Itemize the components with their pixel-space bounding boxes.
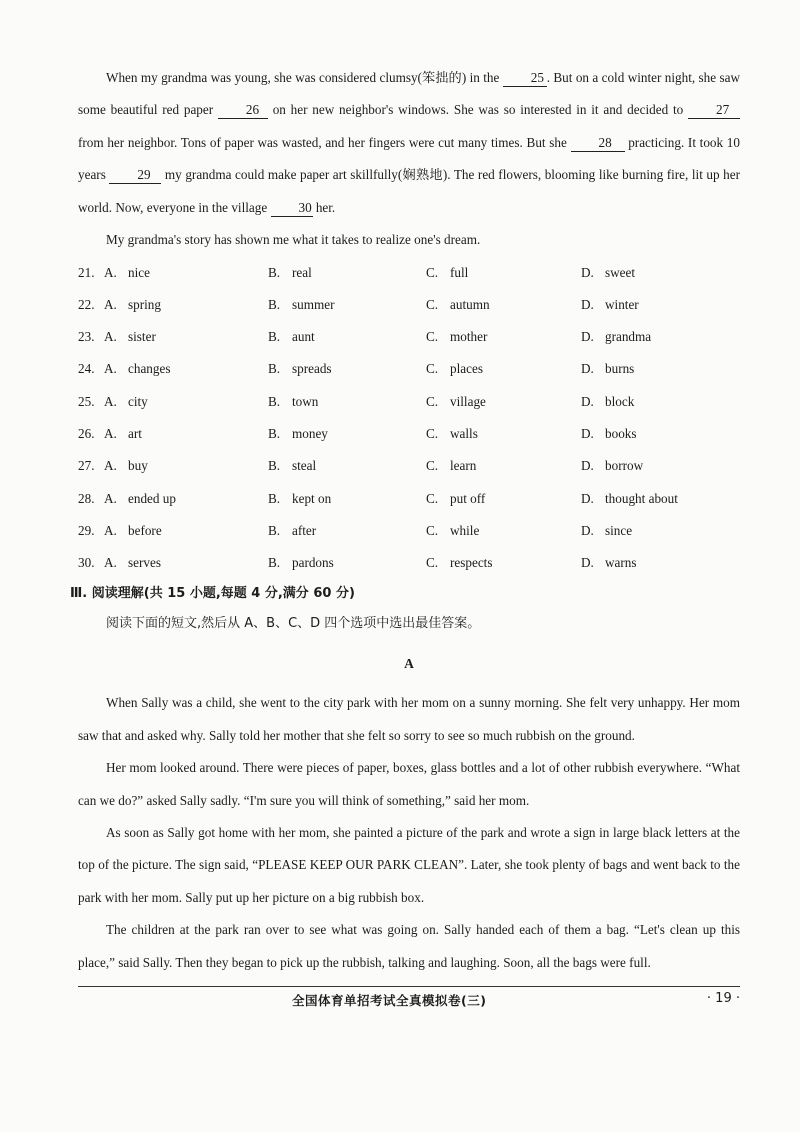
- option-text: grandma: [605, 329, 652, 345]
- option-b: [268, 523, 426, 539]
- option-text: town: [292, 393, 319, 409]
- cloze-text: from her neighbor. Tons of paper was wasted, and her fingers were cut many times. But she: [78, 134, 571, 150]
- option-text: summer: [292, 296, 335, 312]
- option-d: [581, 426, 731, 442]
- option-letter: C.: [426, 329, 439, 345]
- option-letter: C.: [426, 296, 439, 312]
- options-list: [78, 256, 740, 579]
- question-number: 23.: [78, 329, 95, 345]
- option-b: [268, 297, 426, 313]
- option-c: [426, 523, 581, 539]
- question-number: 21.: [78, 264, 95, 280]
- option-letter: B.: [268, 361, 281, 377]
- option-row: [78, 418, 740, 450]
- option-letter: D.: [581, 264, 594, 280]
- passage-paragraph: Her mom looked around. There were pieces of paper, boxes, glass bottles and a lot of other rubbish everywhere. “What can we do?” asked Sally sadly. “I'm sure you will think of something,” said her mom.: [78, 760, 740, 808]
- option-c: [426, 491, 581, 507]
- option-letter: D.: [581, 393, 594, 409]
- option-letter: A.: [104, 426, 117, 442]
- option-a: [104, 329, 268, 345]
- option-d: [581, 297, 731, 313]
- cloze-blank-28: 28: [571, 135, 625, 152]
- cloze-blank-30: 30: [271, 200, 313, 217]
- option-text: sweet: [605, 264, 636, 280]
- option-c: [426, 265, 581, 281]
- option-letter: C.: [426, 264, 439, 280]
- option-a: [104, 361, 268, 377]
- option-letter: C.: [426, 490, 439, 506]
- option-text: while: [450, 522, 480, 538]
- option-text: before: [128, 522, 162, 538]
- option-row: [78, 386, 740, 418]
- option-letter: B.: [268, 490, 281, 506]
- option-d: [581, 523, 731, 539]
- option-text: ended up: [128, 490, 176, 506]
- option-row: [78, 353, 740, 385]
- option-text: buy: [128, 458, 148, 474]
- option-letter: D.: [581, 522, 594, 538]
- option-text: block: [605, 393, 635, 409]
- cloze-closing-paragraph: My grandma's story has shown me what it takes to realize one's dream.: [106, 232, 481, 248]
- question-number: 24.: [78, 361, 95, 377]
- option-letter: D.: [581, 426, 594, 442]
- option-letter: A.: [104, 555, 117, 571]
- option-letter: D.: [581, 361, 594, 377]
- option-text: serves: [128, 555, 161, 571]
- cloze-blank-27: 27: [688, 102, 740, 119]
- option-b: [268, 555, 426, 571]
- option-text: after: [292, 522, 317, 538]
- option-letter: C.: [426, 522, 439, 538]
- option-c: [426, 394, 581, 410]
- option-b: [268, 361, 426, 377]
- option-text: sister: [128, 329, 156, 345]
- option-text: warns: [605, 555, 637, 571]
- option-text: spring: [128, 296, 161, 312]
- option-c: [426, 426, 581, 442]
- option-c: [426, 555, 581, 571]
- option-d: [581, 555, 731, 571]
- option-a: [104, 458, 268, 474]
- page-footer: [78, 986, 740, 1009]
- option-letter: D.: [581, 490, 594, 506]
- passage-title: A: [404, 656, 414, 672]
- option-letter: B.: [268, 264, 281, 280]
- option-text: money: [292, 426, 328, 442]
- passage-paragraph: The children at the park ran over to see what was going on. Sally handed each of them a bag. “Let's clean up this place,” said Sally. Then they began to pick up the rubbish, talking and laughing. Soon, all the bags were full.: [78, 922, 740, 970]
- option-letter: D.: [581, 329, 594, 345]
- option-letter: A.: [104, 393, 117, 409]
- option-letter: D.: [581, 555, 594, 571]
- option-letter: C.: [426, 393, 439, 409]
- option-text: pardons: [292, 555, 334, 571]
- option-text: full: [450, 264, 469, 280]
- option-b: [268, 329, 426, 345]
- option-text: nice: [128, 264, 150, 280]
- option-text: real: [292, 264, 312, 280]
- option-letter: A.: [104, 329, 117, 345]
- cloze-paragraph: [78, 62, 740, 224]
- option-letter: A.: [104, 458, 117, 474]
- option-letter: A.: [104, 522, 117, 538]
- passage-paragraph: When Sally was a child, she went to the city park with her mom on a sunny morning. She felt very unhappy. Her mom saw that and asked why. Sally told her mother that she felt so sorry to see so much rubbish on the ground.: [78, 695, 740, 743]
- option-a: [104, 523, 268, 539]
- option-d: [581, 458, 731, 474]
- question-number: 28.: [78, 490, 95, 506]
- option-letter: B.: [268, 393, 281, 409]
- section-heading: Ⅲ. 阅读理解(共 15 小题,每题 4 分,满分 60 分): [70, 586, 355, 602]
- option-b: [268, 265, 426, 281]
- option-letter: C.: [426, 361, 439, 377]
- option-letter: B.: [268, 329, 281, 345]
- cloze-text: my grandma could make paper art skillfully(娴熟地). The red flowers, blooming like burning fire, lit up her world. Now, everyone in the village: [78, 167, 740, 215]
- option-text: walls: [450, 426, 478, 442]
- option-letter: D.: [581, 458, 594, 474]
- option-letter: C.: [426, 458, 439, 474]
- option-text: learn: [450, 458, 477, 474]
- option-text: aunt: [292, 329, 315, 345]
- option-letter: B.: [268, 555, 281, 571]
- option-text: books: [605, 426, 637, 442]
- section-instruction: 阅读下面的短文,然后从 A、B、C、D 四个选项中选出最佳答案。: [106, 616, 481, 632]
- option-text: put off: [450, 490, 486, 506]
- exam-page: [70, 62, 740, 979]
- cloze-blank-26: 26: [218, 102, 268, 119]
- option-text: art: [128, 426, 142, 442]
- option-row: [78, 515, 740, 547]
- option-d: [581, 394, 731, 410]
- question-number: 25.: [78, 393, 95, 409]
- option-text: thought about: [605, 490, 678, 506]
- option-letter: C.: [426, 426, 439, 442]
- cloze-text: on her new neighbor's windows. She was so interested in it and decided to: [267, 102, 688, 118]
- option-text: changes: [128, 361, 171, 377]
- question-number: 22.: [78, 296, 95, 312]
- option-text: since: [605, 522, 633, 538]
- option-row: [78, 256, 740, 288]
- option-letter: B.: [268, 522, 281, 538]
- option-a: [104, 297, 268, 313]
- option-text: mother: [450, 329, 488, 345]
- option-text: city: [128, 393, 148, 409]
- footer-title: 全国体育单招考试全真模拟卷(三): [292, 993, 487, 1008]
- option-c: [426, 329, 581, 345]
- option-text: autumn: [450, 296, 490, 312]
- option-text: village: [450, 393, 486, 409]
- option-text: winter: [605, 296, 639, 312]
- cloze-text: practicing. It took 10 years: [78, 134, 740, 183]
- option-text: kept on: [292, 490, 332, 506]
- option-letter: A.: [104, 296, 117, 312]
- option-letter: C.: [426, 555, 439, 571]
- option-a: [104, 426, 268, 442]
- cloze-text: . But on a cold winter night, she saw some beautiful red paper: [78, 70, 740, 118]
- option-text: steal: [292, 458, 317, 474]
- option-row: [78, 289, 740, 321]
- option-letter: B.: [268, 426, 281, 442]
- option-text: spreads: [292, 361, 332, 377]
- option-text: places: [450, 361, 483, 377]
- option-a: [104, 265, 268, 281]
- option-c: [426, 458, 581, 474]
- cloze-blank-25: 25: [503, 70, 547, 87]
- option-letter: A.: [104, 490, 117, 506]
- option-a: [104, 491, 268, 507]
- option-text: respects: [450, 555, 493, 571]
- option-a: [104, 394, 268, 410]
- option-d: [581, 329, 731, 345]
- option-row: [78, 321, 740, 353]
- option-letter: A.: [104, 264, 117, 280]
- option-letter: D.: [581, 296, 594, 312]
- option-b: [268, 458, 426, 474]
- option-text: borrow: [605, 458, 644, 474]
- question-number: 30.: [78, 555, 95, 571]
- option-c: [426, 297, 581, 313]
- option-row: [78, 483, 740, 515]
- option-b: [268, 394, 426, 410]
- option-text: burns: [605, 361, 635, 377]
- option-b: [268, 426, 426, 442]
- option-d: [581, 265, 731, 281]
- cloze-blank-29: 29: [109, 167, 161, 184]
- option-a: [104, 555, 268, 571]
- question-number: 26.: [78, 426, 95, 442]
- passage-paragraph: As soon as Sally got home with her mom, she painted a picture of the park and wrote a sign in large black letters at the top of the picture. The sign said, “PLEASE KEEP OUR PARK CLEAN”. Later, she took plenty of bags and went back to the park with her mom. Sally put up her picture on a big rubbish box.: [78, 825, 740, 905]
- cloze-text: her.: [312, 199, 336, 215]
- cloze-text: When my grandma was young, she was considered clumsy(笨拙的) in the: [106, 70, 503, 85]
- option-row: [78, 450, 740, 482]
- option-c: [426, 361, 581, 377]
- option-b: [268, 491, 426, 507]
- option-letter: B.: [268, 458, 281, 474]
- option-row: [78, 547, 740, 579]
- question-number: 27.: [78, 458, 95, 474]
- option-d: [581, 491, 731, 507]
- page-number: · 19 ·: [706, 991, 740, 1006]
- option-letter: A.: [104, 361, 117, 377]
- option-d: [581, 361, 731, 377]
- question-number: 29.: [78, 522, 95, 538]
- option-letter: B.: [268, 296, 281, 312]
